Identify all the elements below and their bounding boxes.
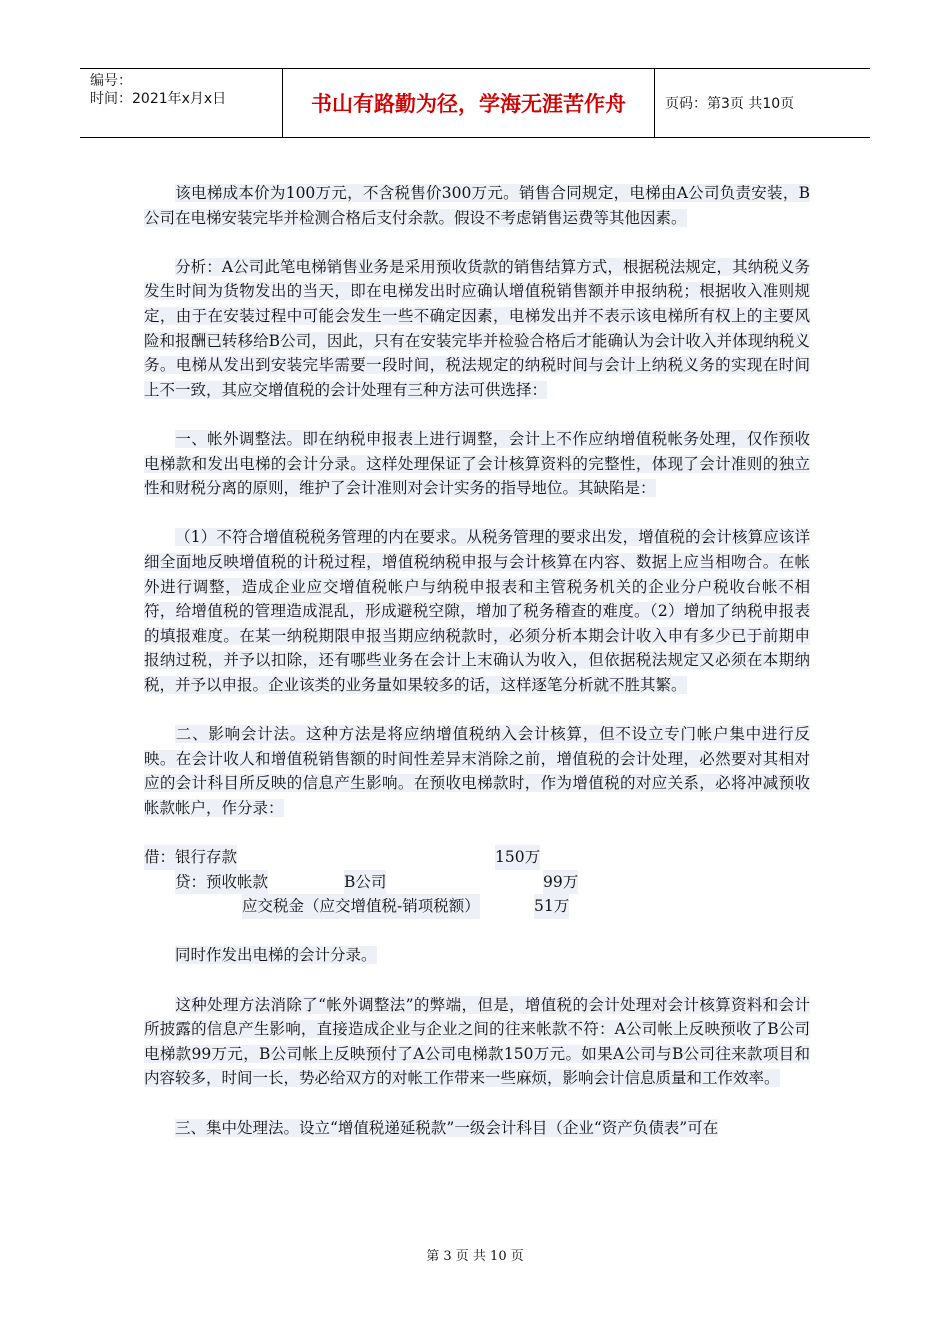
- tax-row: [144, 894, 810, 919]
- paragraph: 该电梯成本价为100万元，不含税售价300万元。销售合同规定，电梯由A公司负责安装，B公司在电梯安装完毕并检测合格后支付余款。假设不考虑销售运费等其他因素。: [144, 184, 810, 227]
- document-date: 时间：2021年x月x日: [90, 91, 227, 107]
- journal-entry: [144, 845, 810, 919]
- paragraph: 这种处理方法消除了“帐外调整法”的弊端，但是，增值税的会计处理对会计核算资料和会计所披露的信息产生影响，直接造成企业与企业之间的往来帐款不符：A公司帐上反映预收了B公司电梯款99万元，B公司帐上反映预付了A公司电梯款150万元。如果A公司与B公司往来款项目和内容较多，时间一长，势必给双方的对帐工作带来一些麻烦，影响会计信息质量和工作效率。: [144, 995, 810, 1088]
- paragraph: 二、影响会计法。这种方法是将应纳增值税纳入会计核算，但不设立专门帐户集中进行反映。在会计收人和增值税销售额的时间性差异末消除之前，增值税的会计处理，必然要对其相对应的会计科目所反映的信息产生影响。在预收电梯款时，作为增值税的对应关系，必将冲减预收帐款帐户，作分录：: [144, 725, 810, 817]
- debit-label: 借：银行存款: [144, 845, 237, 870]
- header-meta: [80, 69, 283, 137]
- document-number-label: 编号：: [90, 73, 132, 89]
- document-body: [144, 181, 810, 1165]
- paragraph: 三、集中处理法。设立“增值税递延税款”一级会计科目（企业“资产负债表”可在: [175, 1118, 719, 1137]
- paragraph: 一、帐外调整法。即在纳税申报表上进行调整，会计上不作应纳增值税帐务处理，仅作预收电梯款和发出电梯的会计分录。这样处理保证了会计核算资料的完整性，体现了会计准则的独立性和财税分离的原则，维护了会计准则对会计实务的指导地位。其缺陷是：: [144, 429, 810, 498]
- tax-amount: 51万: [534, 894, 569, 919]
- paragraph: 分析：A公司此笔电梯销售业务是采用预收货款的销售结算方式，根据税法规定，其纳税义务发生时间为货物发出的当天，即在电梯发出时应确认增值税销售额并申报纳税；根据收入准则规定，由于在安装过程中可能会发生一些不确定因素，电梯发出并不表示该电梯所有权上的主要风险和报酬已转移给B公司，因此，只有在安装完毕并检验合格后才能确认为会计收入并体现纳税义务。电梯从发出到安装完毕需要一段时间，税法规定的纳税时间与会计上纳税义务的实现在时间上不一致，其应交增值税的会计处理有三种方法可供选择：: [144, 257, 810, 399]
- paragraph: （1）不符合增值税税务管理的内在要求。从税务管理的要求出发，增值税的会计核算应该详细全面地反映增值税的计税过程，增值税纳税申报与会计核算在内容、数据上应当相吻合。在帐外进行调整，造成企业应交增值税帐户与纳税申报表和主管税务机关的企业分户税收台帐不相符，给增值税的管理造成混乱，形成避税空隙，增加了税务稽查的难度。（2）增加了纳税申报表的填报难度。在某一纳税期限申报当期应纳税款时，必须分析本期会计收入申有多少已于前期申报纳过税，并予以扣除，还有哪些业务在会计上末确认为收入，但依据税法规定又必须在本期纳税，并予以申报。企业该类的业务量如果较多的话，这样逐笔分析就不胜其繁。: [144, 528, 810, 694]
- credit-amount: 99万: [543, 870, 578, 895]
- credit-row: [144, 870, 810, 895]
- paragraph: 同时作发出电梯的会计分录。: [175, 946, 377, 965]
- header-motto: 书山有路勤为径，学海无涯苦作舟: [283, 69, 655, 137]
- header-page-info: 页码：第3页 共10页: [665, 96, 795, 112]
- debit-row: [144, 845, 810, 870]
- page-header: [80, 68, 870, 138]
- credit-label: 贷：预收帐款: [175, 870, 268, 895]
- page-footer: 第 3 页 共 10 页: [426, 1249, 524, 1264]
- tax-label: 应交税金（应交增值税-销项税额）: [242, 894, 480, 919]
- credit-party: B公司: [344, 870, 386, 895]
- debit-amount: 150万: [495, 845, 540, 870]
